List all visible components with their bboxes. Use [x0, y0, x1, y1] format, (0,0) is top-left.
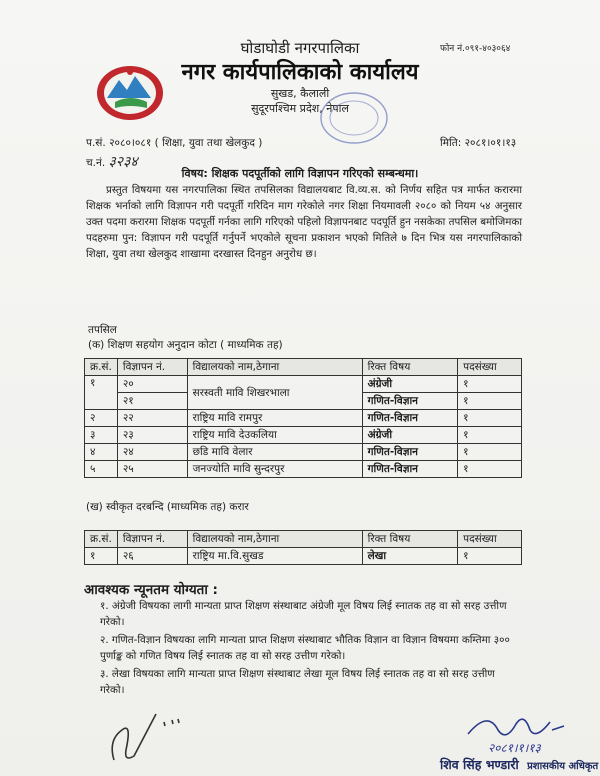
date-value: २०८१।०१।१३	[464, 137, 517, 149]
cell-subject: गणित-विज्ञान	[362, 410, 458, 427]
ps-label: प.सं.	[86, 137, 106, 149]
table-row	[85, 427, 522, 444]
cell-sn: ४	[85, 444, 118, 461]
ps-value: २०८०।०८१ ( शिक्षा, युवा तथा खेलकुद )	[109, 137, 263, 149]
col-subject: रिक्त विषय	[362, 531, 457, 548]
phone-number: फोन नं.०९१-४०३०६४	[440, 44, 511, 54]
cell-posts: १	[458, 548, 522, 565]
table-row	[85, 444, 522, 461]
subject-line: विषय: शिक्षक पदपूर्तीको लागि विज्ञापन गरिएको सम्बन्धमा।	[181, 167, 419, 180]
col-subject: रिक्त विषय	[362, 359, 458, 376]
cell-subject: लेखा	[362, 548, 457, 565]
cell-ad-no: २५	[117, 461, 187, 478]
table-header-row	[85, 359, 522, 376]
cell-posts: १	[458, 376, 522, 393]
col-sn: क्र.सं.	[85, 531, 118, 548]
tapsil-label: तपसिल	[88, 324, 117, 336]
col-posts: पदसंख्या	[458, 531, 522, 548]
address-line2: सुदूरपश्चिम प्रदेश, नेपाल	[251, 102, 349, 115]
cell-posts: १	[458, 393, 522, 410]
col-sn: क्र.सं.	[85, 359, 118, 376]
qualification-item: ३. लेखा विषयका लागि मान्यता प्राप्त शिक्षण संस्थाबाट लेखा मूल विषय लिई स्नातक तह वा सो सरह उत्तीण गरेको।	[100, 668, 495, 696]
vacancy-table-a	[84, 358, 522, 478]
cell-school: राष्ट्रिय मावि रामपुर	[187, 410, 362, 427]
signature-date: २०८१।१।१३	[488, 741, 541, 755]
col-school: विद्यालयको नाम,ठेगाना	[187, 531, 362, 548]
table-row	[85, 548, 522, 565]
cell-school: जनज्योति मावि सुन्दरपुर	[187, 461, 362, 478]
col-ad-no: विज्ञापन नं.	[117, 359, 187, 376]
cell-school: राष्ट्रिय मावि देउकलिया	[187, 427, 362, 444]
vacancy-table-b	[84, 530, 522, 565]
table-header-row	[85, 531, 522, 548]
qualification-title: आवश्यक न्यूनतम योग्यता :	[84, 582, 218, 598]
cell-ad-no: २३	[117, 427, 187, 444]
cell-ad-no: २२	[117, 410, 187, 427]
cell-sn: १	[85, 548, 118, 565]
letter-date	[440, 136, 516, 150]
table-row	[85, 376, 522, 393]
date-label: मिति:	[440, 137, 462, 149]
section-a-title: (क) शिक्षण सहयोग अनुदान कोटा ( माध्यमिक तह)	[88, 339, 283, 351]
col-ad-no: विज्ञापन नं.	[117, 531, 187, 548]
office-name: नगर कार्यपालिकाको कार्यालय	[181, 60, 419, 85]
cell-subject: गणित-विज्ञान	[362, 393, 458, 410]
chn-value: ३२३४	[108, 154, 138, 170]
cell-school: सरस्वती मावि शिखरभाला	[187, 376, 362, 410]
cell-posts: १	[458, 410, 522, 427]
cell-ad-no: २१	[117, 393, 187, 410]
signatory-name-text: शिव सिंह भण्डारी	[440, 757, 519, 772]
section-b-title: (ख) स्वीकृत दरबन्दि (माध्यमिक तह) करार	[86, 501, 249, 513]
cell-sn: ५	[85, 461, 118, 478]
cell-ad-no: २६	[117, 548, 187, 565]
office-seal-stamp	[318, 90, 390, 146]
cell-sn: ३	[85, 427, 118, 444]
qualification-item: २. गणित-विज्ञान विषयका लागि मान्यता प्राप्त शिक्षण संस्थाबाट भौतिक विज्ञान वा विज्ञान विषयमा कम्तिमा ३०० पुर्णाङ्क को गणित विषय लिई स्नातक तह वा सो सरह उत्तीण गरेको।	[100, 634, 510, 662]
cell-school: राष्ट्रिय मा.वि.सुखड	[187, 548, 362, 565]
cell-subject: गणित-विज्ञान	[362, 444, 458, 461]
cell-ad-no: २०	[117, 376, 187, 393]
chn-label: च.नं.	[86, 157, 106, 169]
cell-sn: १	[85, 376, 118, 410]
reference-ps	[86, 136, 262, 150]
cell-subject: अंग्रेजी	[362, 427, 458, 444]
left-signature	[104, 700, 194, 770]
signatory-name	[440, 756, 598, 773]
col-school: विद्यालयको नाम,ठेगाना	[187, 359, 362, 376]
qualification-item: १. अंग्रेजी विषयका लागी मान्यता प्राप्त शिक्षण संस्थाबाट अंग्रेजी मूल विषय लिई स्नातक तह वा सो सरह उत्तीण गरेको।	[100, 600, 507, 628]
cell-subject: अंग्रेजी	[362, 376, 458, 393]
org-name: घोडाघोडी नगरपालिका	[240, 39, 360, 57]
cell-subject: गणित-विज्ञान	[362, 461, 458, 478]
body-paragraph: प्रस्तुत विषयमा यस नगरपालिका स्थित तपसिलका विद्यालयबाट वि.व्य.स. को निर्णय सहित पत्र मार्फत करारमा शिक्षक भर्नाको लागि विज्ञापन गरी पदपूर्ती गरिदिन माग गरेकोले नगर शिक्षा नियमावली २०८० को नियम ५४ अनुसार उक्त पदमा करारमा शिक्षक पदपूर्ती गर्नका लागि गरिएको पहिलो विज्ञापनबाट पदपूर्ति हुन नसकेका तपसिल बमोजिमका पदहरुमा पुन: विज्ञापन गरी पदपूर्ति गर्नुपर्ने भएकोले सूचना प्रकाशन भएको मितिले ७ दिन भित्र यस नगरपालिकाको शिक्षा, युवा तथा खेलकुद शाखामा दरखास्त दिनहुन अनुरोध छ।	[86, 184, 522, 260]
address-line1: सुखड, कैलाली	[270, 87, 330, 100]
col-posts: पदसंख्या	[458, 359, 522, 376]
cell-sn: २	[85, 410, 118, 427]
cell-posts: १	[458, 444, 522, 461]
cell-posts: १	[458, 427, 522, 444]
table-row	[85, 410, 522, 427]
table-row	[85, 461, 522, 478]
cell-posts: १	[458, 461, 522, 478]
cell-ad-no: २४	[117, 444, 187, 461]
cell-school: छडि मावि वेलार	[187, 444, 362, 461]
signatory-title: प्रशासकीय अधिकृत	[527, 761, 599, 772]
